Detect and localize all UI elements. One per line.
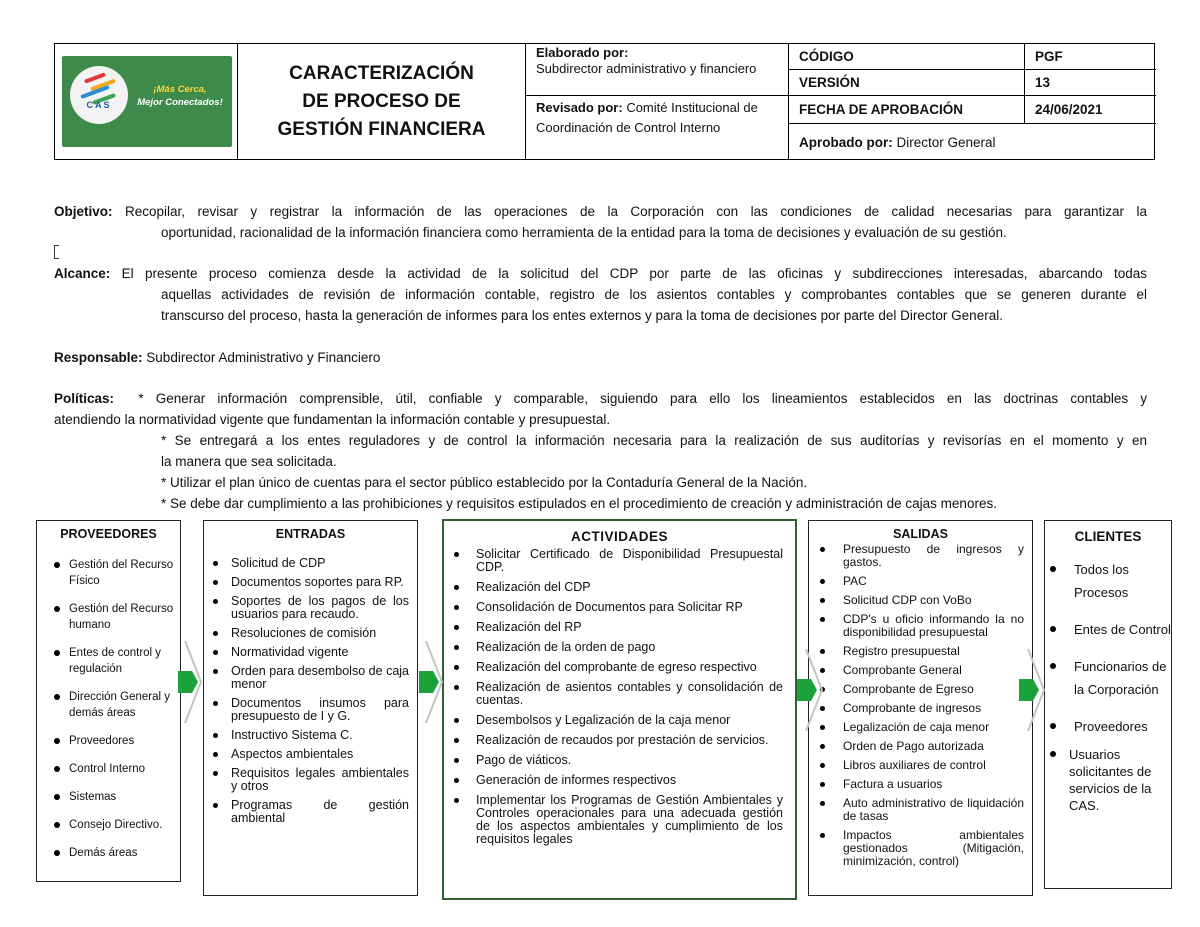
entradas-list <box>204 557 417 825</box>
version-label: VERSIÓN <box>789 70 1025 96</box>
list-item: Instructivo Sistema C. <box>204 729 417 742</box>
flow-arrow-icon <box>412 637 446 727</box>
list-item: Aspectos ambientales <box>204 748 417 761</box>
actividades-box <box>442 519 797 900</box>
list-item: Realización de la orden de pago <box>444 641 795 654</box>
title-line: CARACTERIZACIÓN <box>289 63 474 84</box>
list-item: Desembolsos y Legalización de la caja menor <box>444 714 795 727</box>
logo-cell <box>55 44 238 160</box>
list-item: Funcionarios de la Corporación <box>1045 655 1171 701</box>
list-item: Demás áreas <box>37 845 180 861</box>
alcance-section <box>54 263 1147 326</box>
list-item: Entes de control y regulación <box>37 645 180 677</box>
list-item: Comprobante de ingresos <box>809 702 1032 715</box>
politica-line: * Se debe dar cumplimiento a las prohibiciones y requisitos estipulados en el procedimiento de creación y administración de cajas menores. <box>161 496 997 511</box>
elaborado-label: Elaborado por: <box>536 45 629 60</box>
politica-line: atendiendo la normatividad vigente que fundamentan la información contable y presupuestal. <box>54 412 611 427</box>
text-cursor <box>54 245 59 259</box>
list-item: Realización del comprobante de egreso respectivo <box>444 661 795 674</box>
cas-logo <box>62 56 232 147</box>
politica-line: * Utilizar el plan único de cuentas para el sector público establecido por la Contaduría General de la Nación. <box>161 475 808 490</box>
revisado-label: Revisado por: <box>536 100 623 115</box>
politicas-label: Políticas: <box>54 391 115 406</box>
list-item: Solicitud CDP con VoBo <box>809 594 1032 607</box>
list-item: Realización de recaudos por prestación de servicios. <box>444 734 795 747</box>
flow-arrow-icon <box>792 645 826 735</box>
elaborado-cell <box>526 44 789 96</box>
logo-tagline-2: Mejor Conectados! <box>137 97 223 108</box>
list-item: Control Interno <box>37 761 180 777</box>
list-item: Gestión del Recurso humano <box>37 601 180 633</box>
list-item: Comprobante General <box>809 664 1032 677</box>
revisado-value: Comité Institucional de Coordinación de Control Interno <box>536 100 758 135</box>
list-item: Registro presupuestal <box>809 645 1032 658</box>
list-item: Consolidación de Documentos para Solicitar RP <box>444 601 795 614</box>
revisado-cell <box>526 96 789 160</box>
list-item: Impactos ambientales gestionados (Mitigación, minimización, control) <box>809 829 1032 868</box>
proveedores-list <box>37 557 180 861</box>
clientes-title: CLIENTES <box>1074 529 1142 544</box>
list-item: Entes de Control <box>1045 618 1171 641</box>
list-item: Consejo Directivo. <box>37 817 180 833</box>
list-item: Auto administrativo de liquidación de tasas <box>809 797 1032 823</box>
list-item: Libros auxiliares de control <box>809 759 1032 772</box>
salidas-title: SALIDAS <box>893 527 948 541</box>
objetivo-line: oportunidad, racionalidad de la información financiera como herramienta de la entidad para la toma de decisiones y evaluación de su gestión. <box>161 225 1007 240</box>
list-item: Proveedores <box>37 733 180 749</box>
actividades-list <box>444 548 795 846</box>
list-item: Orden para desembolso de caja menor <box>204 665 417 691</box>
politica-line: * Se entregará a los entes reguladores y de control la información necesaria para la realización de sus auditorías y revisorías en el momento y en <box>161 433 1147 448</box>
list-item: PAC <box>809 575 1032 588</box>
proveedores-title: PROVEEDORES <box>60 527 157 541</box>
actividades-title: ACTIVIDADES <box>570 529 668 544</box>
list-item: Usuarios solicitantes de servicios de la CAS. <box>1045 746 1171 814</box>
list-item: Dirección General y demás áreas <box>37 689 180 721</box>
politica-line: * Generar información comprensible, útil, confiable y comparable, siguiendo para ello los lineamientos establecidos en las doctrinas contables y <box>138 391 1147 406</box>
list-item: Orden de Pago autorizada <box>809 740 1032 753</box>
cas-emblem-icon <box>70 66 128 124</box>
clientes-list <box>1045 558 1171 814</box>
list-item: Proveedores <box>1045 715 1171 738</box>
logo-text: CAS <box>86 100 112 110</box>
list-item: Programas de gestión ambiental <box>204 799 417 825</box>
list-item: Gestión del Recurso Físico <box>37 557 180 589</box>
list-item: Realización del CDP <box>444 581 795 594</box>
list-item: Soportes de los pagos de los usuarios para recaudo. <box>204 595 417 621</box>
responsable-section <box>54 347 1147 368</box>
politica-line: la manera que sea solicitada. <box>161 454 337 469</box>
document-title <box>238 44 526 160</box>
title-line: GESTIÓN FINANCIERA <box>277 119 486 140</box>
list-item: CDP's u oficio informando la no disponibilidad presupuestal <box>809 613 1032 639</box>
alcance-line: transcurso del proceso, hasta la generación de informes para los entes externos y para la toma de decisiones por parte del Director General. <box>161 308 1003 323</box>
salidas-list <box>809 543 1032 868</box>
salidas-box <box>808 520 1033 896</box>
responsable-value: Subdirector Administrativo y Financiero <box>146 350 381 365</box>
politicas-section <box>54 388 1147 514</box>
list-item: Resoluciones de comisión <box>204 627 417 640</box>
list-item: Requisitos legales ambientales y otros <box>204 767 417 793</box>
alcance-line: aquellas actividades de revisión de información contable, registro de los asientos contables y comprobantes contables que se generen durante el <box>161 287 1147 302</box>
list-item: Solicitar Certificado de Disponibilidad Presupuestal CDP. <box>444 548 795 574</box>
aprobado-cell <box>789 124 1156 160</box>
alcance-label: Alcance: <box>54 266 111 281</box>
logo-tagline-1: ¡Más Cerca, <box>153 84 207 95</box>
list-item: Solicitud de CDP <box>204 557 417 570</box>
fecha-label: FECHA DE APROBACIÓN <box>789 96 1025 124</box>
clientes-box <box>1044 520 1172 889</box>
list-item: Generación de informes respectivos <box>444 774 795 787</box>
flow-arrow-icon <box>171 637 205 727</box>
document-header <box>54 43 1155 160</box>
list-item: Implementar los Programas de Gestión Ambientales y Controles operacionales para una adecuada gestión de los aspectos ambientales y cumplimiento de los requisitos legales <box>444 794 795 846</box>
list-item: Comprobante de Egreso <box>809 683 1032 696</box>
list-item: Pago de viáticos. <box>444 754 795 767</box>
version-value: 13 <box>1025 70 1156 96</box>
list-item: Todos los Procesos <box>1045 558 1171 604</box>
list-item: Legalización de caja menor <box>809 721 1032 734</box>
list-item: Normatividad vigente <box>204 646 417 659</box>
title-line: DE PROCESO DE <box>302 91 461 112</box>
list-item: Factura a usuarios <box>809 778 1032 791</box>
objetivo-label: Objetivo: <box>54 204 113 219</box>
elaborado-value: Subdirector administrativo y financiero <box>536 61 757 76</box>
aprobado-value: Director General <box>896 134 996 150</box>
codigo-value: PGF <box>1025 44 1156 70</box>
objetivo-section <box>54 201 1147 243</box>
list-item: Realización del RP <box>444 621 795 634</box>
entradas-title: ENTRADAS <box>275 527 346 541</box>
fecha-value: 24/06/2021 <box>1025 96 1156 124</box>
list-item: Documentos insumos para presupuesto de I y G. <box>204 697 417 723</box>
alcance-line: El presente proceso comienza desde la actividad de la solicitud del CDP por parte de las oficinas y subdirecciones interesadas, abarcando todas <box>121 266 1147 281</box>
list-item: Presupuesto de ingresos y gastos. <box>809 543 1032 569</box>
proveedores-box <box>36 520 181 882</box>
list-item: Realización de asientos contables y consolidación de cuentas. <box>444 681 795 707</box>
list-item: Sistemas <box>37 789 180 805</box>
responsable-label: Responsable: <box>54 350 143 365</box>
aprobado-label: Aprobado por: <box>799 134 893 150</box>
flow-arrow-icon <box>1014 645 1048 735</box>
codigo-label: CÓDIGO <box>789 44 1025 70</box>
objetivo-line: Recopilar, revisar y registrar la información de las operaciones de la Corporación con las condiciones de calidad necesarias para garantizar la <box>124 204 1147 219</box>
entradas-box <box>203 520 418 896</box>
list-item: Documentos soportes para RP. <box>204 576 417 589</box>
